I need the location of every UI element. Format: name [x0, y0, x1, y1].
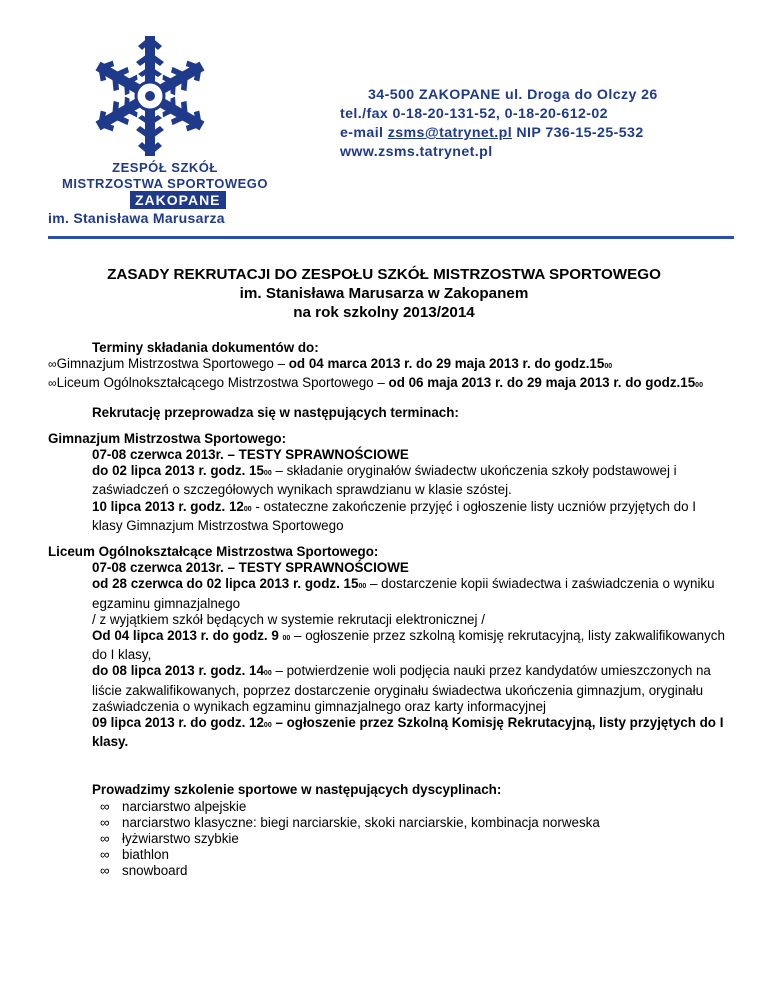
sports-heading: Prowadzimy szkolenie sportowe w następujących dyscyplinach: [92, 782, 502, 798]
school-name-line1: ZESPÓŁ SZKÓŁ [112, 160, 218, 175]
gim-final-text: - ostateczne zakończenie przyjęć i ogłoszenie listy uczniów przyjętych do I klasy Gimnazjum Mistrzostwa Sportowego [92, 498, 696, 533]
lic-confirm-date: do 08 lipca 2013 r. godz. 14 [92, 663, 264, 679]
nip: NIP 736-15-25-532 [512, 125, 644, 141]
lic-final-text: – ogłoszenie przez Szkolną Komisję Rekrutacyjną, listy przyjętych do I klasy. [92, 715, 724, 750]
contact-block [340, 86, 658, 162]
school-patron: im. Stanisława Marusarza [48, 210, 225, 226]
lic-copies-sup: 00 [358, 583, 367, 591]
gim-final-date: 10 lipca 2013 r. godz. 12 [92, 498, 244, 514]
lic-final-sup: 00 [263, 722, 272, 730]
gimnazjum-heading: Gimnazjum Mistrzostwa Sportowego: [48, 430, 287, 446]
list-item: ∞ biathlon [100, 847, 728, 863]
title-line2: im. Stanisława Marusarza w Zakopanem [239, 285, 529, 302]
address: 34-500 ZAKOPANE ul. Droga do Olczy 26 [368, 87, 658, 103]
bullet-icon: ∞ [48, 376, 57, 391]
gim-final [92, 499, 728, 534]
gim-docs [92, 463, 728, 498]
sports-list [48, 799, 728, 880]
deadlines-heading: Terminy składania dokumentów do: [92, 340, 319, 355]
school-name-line2: MISTRZOSTWA SPORTOWEGO [62, 176, 268, 191]
lic-qual-sup: 00 [282, 635, 291, 643]
gimnazjum-section [48, 447, 728, 534]
city-label: ZAKOPANE [130, 191, 226, 209]
lic-final [92, 715, 728, 750]
gim-final-sup: 00 [243, 505, 252, 513]
deadline-lic-dates: od 06 maja 2013 r. do 29 maja 2013 r. do godz.15 [388, 375, 696, 391]
deadline-gim-dates: od 04 marca 2013 r. do 29 maja 2013 r. do godz.15 [288, 356, 605, 372]
list-item: ∞ narciarstwo klasyczne: biegi narciarskie, skoki narciarskie, kombinacja norweska [100, 815, 728, 831]
gim-docs-date: do 02 lipca 2013 r. godz. 15 [92, 463, 264, 479]
lic-tests: 07-08 czerwca 2013r. – TESTY SPRAWNOŚCIOWE [92, 560, 409, 576]
lic-exception: / z wyjątkiem szkół będących w systemie rekrutacji elektronicznej / [92, 611, 485, 627]
gim-docs-sup: 00 [263, 470, 272, 478]
list-item: ∞ łyżwiarstwo szybkie [100, 831, 728, 847]
phone: tel./fax 0-18-20-131-52, 0-18-20-612-02 [340, 106, 608, 122]
lic-copies [92, 576, 728, 611]
lic-final-date: 09 lipca 2013 r. do godz. 12 [92, 715, 264, 731]
lic-qual [92, 628, 728, 663]
lic-confirm [92, 663, 728, 715]
title-line3: na rok szkolny 2013/2014 [293, 304, 475, 321]
lic-copies-text: – dostarczenie kopii świadectwa i zaświadczenia o wyniku egzaminu gimnazjalnego [92, 576, 715, 611]
lic-qual-text: – ogłoszenie przez szkolną komisję rekrutacyjną, listy zakwalifikowanych do I klasy, [92, 628, 725, 663]
document-title [40, 265, 728, 322]
terms-heading: Rekrutację przeprowadza się w następujących terminach: [92, 404, 459, 420]
lic-qual-date: Od 04 lipca 2013 r. do godz. 9 [92, 628, 283, 644]
deadline-gim-label: Gimnazjum Mistrzostwa Sportowego – [56, 356, 289, 372]
bullet-icon: ∞ [48, 357, 57, 372]
lic-copies-date: od 28 czerwca do 02 lipca 2013 r. godz. 15 [92, 576, 359, 592]
gim-docs-text: – składanie oryginałów świadectw ukończenia szkoły podstawowej i zaświadczeń o szczegółowych wynikach sprawdzianu w klasie szóstej. [92, 463, 677, 498]
deadline-gim-sup: 00 [604, 363, 613, 371]
header-divider [48, 236, 734, 239]
list-item: ∞ narciarstwo alpejskie [100, 799, 728, 815]
lic-confirm-text: – potwierdzenie woli podjęcia nauki przez kandydatów umieszczonych na liście zakwalifikowanych, poprzez dostarczenie oryginału świadectwa ukończenia gimnazjum, oryginału zaświadczenia o wynikach egzaminu gimnazjalnego oraz karty informacyjnej [92, 663, 711, 714]
email-prefix: e-mail [340, 125, 388, 141]
website: www.zsms.tatrynet.pl [340, 144, 493, 160]
list-item: ∞ snowboard [100, 863, 728, 879]
deadline-liceum [48, 375, 728, 394]
city-badge [130, 192, 220, 208]
lic-confirm-sup: 00 [263, 670, 272, 678]
deadline-gimnazjum [48, 356, 728, 375]
title-line1: ZASADY REKRUTACJI DO ZESPOŁU SZKÓŁ MISTRZOSTWA SPORTOWEGO [107, 266, 661, 283]
gim-tests: 07-08 czerwca 2013r. – TESTY SPRAWNOŚCIOWE [92, 447, 409, 463]
deadline-lic-label: Liceum Ogólnokształcącego Mistrzostwa Sportowego – [56, 375, 389, 391]
snowflake-icon [85, 34, 215, 158]
deadline-lic-sup: 00 [695, 382, 703, 390]
liceum-heading: Liceum Ogólnokształcące Mistrzostwa Sportowego: [48, 544, 379, 560]
school-logo [85, 34, 215, 158]
email-line [340, 124, 658, 143]
document-body [48, 340, 728, 880]
liceum-section [48, 560, 728, 750]
email-link[interactable]: zsms@tatrynet.pl [387, 125, 513, 141]
